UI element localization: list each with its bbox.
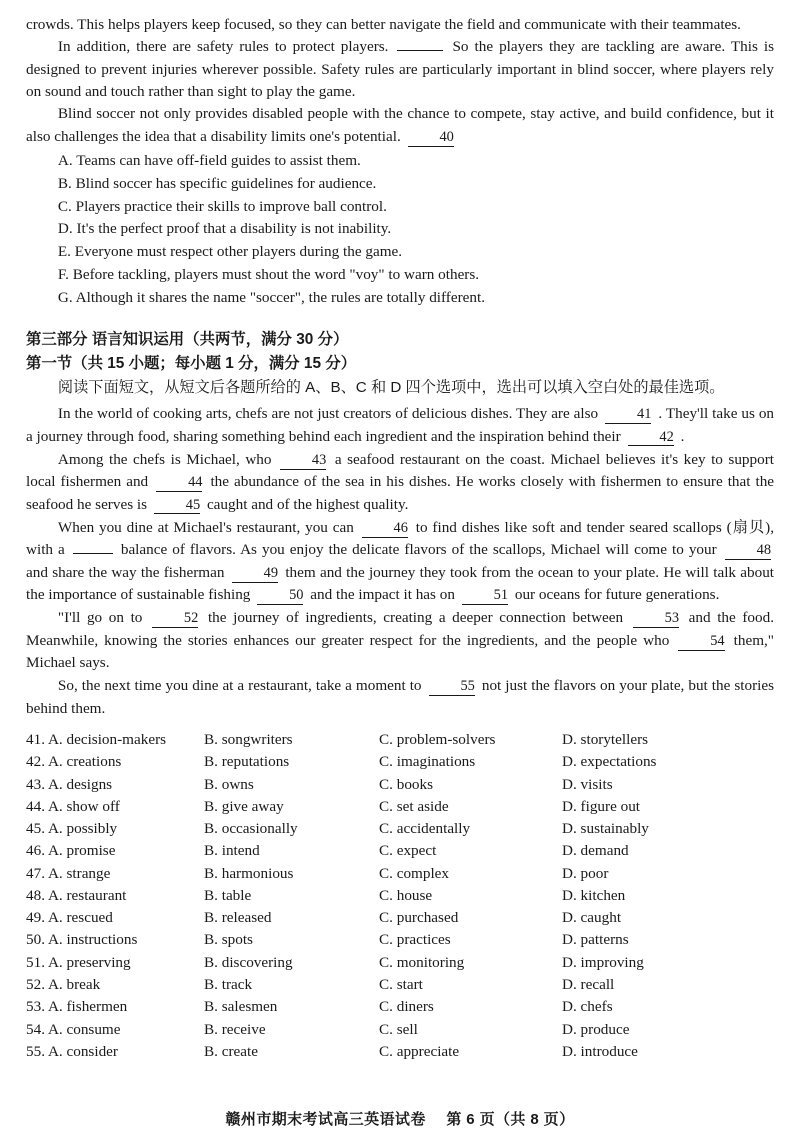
cloze-p5-a: So, the next time you dine at a restaurant, take a moment to <box>57 677 422 695</box>
option-42-d[interactable]: D. expectations <box>562 753 657 771</box>
section-three-instruction: 阅读下面短文，从短文后各题所给的 A、B、C 和 D 四个选项中，选出可以填入空白处的最佳选项。 <box>57 378 725 396</box>
reading-paragraph-2-part-b: So the players they are tackling are aware. This is designed to prevent injuries wherever possible. Safety rules are particularly important in blind soccer, where players rely on sound and touch rather than sight to play the game. <box>26 38 775 101</box>
option-52-d[interactable]: D. recall <box>562 976 615 993</box>
option-48-d[interactable]: D. kitchen <box>562 886 626 904</box>
reading-option-c[interactable]: C. Players practice their skills to improve ball control. <box>57 197 387 215</box>
cloze-p3-e: them and the journey they took from the ocean to your plate. He will talk about the importance of sustainable fishing <box>26 563 775 604</box>
option-50-d[interactable]: D. patterns <box>562 931 629 949</box>
reading-paragraph-3 <box>26 103 774 148</box>
option-55-c[interactable]: C. appreciate <box>379 1042 460 1060</box>
answer-blank-39[interactable] <box>397 50 443 51</box>
cloze-p4-c: and the food. Meanwhile, knowing the stories enhances our greater respect for the ingredients, and the people who <box>26 609 775 649</box>
answer-blank-48[interactable]: 48 <box>725 543 771 560</box>
cloze-p2-d: caught and of the highest quality. <box>206 495 409 513</box>
option-54-c[interactable]: C. sell <box>379 1020 418 1038</box>
option-47-d[interactable]: D. poor <box>562 864 609 882</box>
option-44-a[interactable]: 44. A. show off <box>26 797 120 815</box>
cloze-paragraph-2 <box>26 449 774 516</box>
reading-option-g[interactable]: G. Although it shares the name "soccer", the rules are totally different. <box>57 288 486 306</box>
answer-blank-46[interactable]: 46 <box>362 521 408 538</box>
option-51-c[interactable]: C. monitoring <box>379 953 465 971</box>
option-41-b[interactable]: B. songwriters <box>204 731 293 749</box>
cloze-paragraph-4 <box>26 607 774 674</box>
option-43-b[interactable]: B. owns <box>204 775 254 793</box>
option-53-d[interactable]: D. chefs <box>562 998 613 1016</box>
option-53-c[interactable]: C. diners <box>379 998 434 1016</box>
option-42-c[interactable]: C. imaginations <box>379 753 476 771</box>
option-55-a[interactable]: 55. A. consider <box>26 1042 118 1060</box>
cloze-paragraph-5 <box>26 675 774 720</box>
answer-blank-55[interactable]: 55 <box>429 679 475 696</box>
cloze-paragraph-3 <box>26 517 774 606</box>
option-45-c[interactable]: C. accidentally <box>379 820 471 838</box>
reading-paragraph-2-part-a: In addition, there are safety rules to protect players. <box>57 38 389 56</box>
option-54-a[interactable]: 54. A. consume <box>26 1020 121 1038</box>
option-45-d[interactable]: D. sustainably <box>562 820 649 838</box>
cloze-p3-f: and the impact it has on <box>310 586 455 604</box>
page-footer <box>0 1108 800 1129</box>
reading-paragraph-1: crowds. This helps players keep focused, so they can better navigate the field and communicate with their teammates. <box>26 16 741 33</box>
cloze-p2-a: Among the chefs is Michael, who <box>57 450 272 468</box>
option-41-a[interactable]: 41. A. decision-makers <box>26 731 167 749</box>
option-55-b[interactable]: B. create <box>204 1042 258 1060</box>
answer-blank-41[interactable]: 41 <box>605 407 651 424</box>
answer-blank-40[interactable]: 40 <box>408 130 454 147</box>
option-49-c[interactable]: C. purchased <box>379 909 459 927</box>
answer-blank-49[interactable]: 49 <box>232 566 278 583</box>
footer-page-number: 第 6 页（共 8 页） <box>446 1111 575 1128</box>
cloze-p1-c: . They'll take us on a journey through food, sharing something behind each ingredient and the inspiration behind their <box>26 405 775 445</box>
option-46-a[interactable]: 46. A. promise <box>26 842 116 860</box>
option-46-c[interactable]: C. expect <box>379 842 437 860</box>
option-44-b[interactable]: B. give away <box>204 797 284 815</box>
cloze-p3-b: to find dishes like soft and tender seared scallops (扇贝), with a <box>26 518 775 559</box>
answer-blank-42[interactable]: 42 <box>628 430 674 447</box>
cloze-p3-d: and share the way the fisherman <box>26 563 225 581</box>
option-46-d[interactable]: D. demand <box>562 842 629 860</box>
option-42-b[interactable]: B. reputations <box>204 753 290 771</box>
answer-blank-47[interactable] <box>73 553 113 554</box>
cloze-p2-c: the abundance of the sea in his dishes. He works closely with fishermen to ensure that the seafood he serves is <box>26 473 775 513</box>
cloze-passage <box>26 403 774 720</box>
cloze-p2-b: a seafood restaurant on the coast. Michael believes it's key to support local fishermen and <box>26 450 774 491</box>
option-43-c[interactable]: C. books <box>379 775 434 793</box>
reading-paragraph-2 <box>26 36 774 103</box>
answer-blank-44[interactable]: 44 <box>156 475 202 492</box>
option-41-d[interactable]: D. storytellers <box>562 731 649 749</box>
option-54-b[interactable]: B. receive <box>204 1020 266 1038</box>
option-43-a[interactable]: 43. A. designs <box>26 775 113 793</box>
answer-blank-43[interactable]: 43 <box>280 453 326 470</box>
reading-option-a[interactable]: A. Teams can have off-field guides to assist them. <box>57 152 361 170</box>
cloze-paragraph-1 <box>26 403 774 448</box>
option-53-b[interactable]: B. salesmen <box>204 998 278 1016</box>
option-52-b[interactable]: B. track <box>204 976 253 993</box>
cloze-p1-a: In the world of cooking arts, chefs are not just creators of delicious dishes. They are also <box>57 405 599 423</box>
reading-option-d[interactable]: D. It's the perfect proof that a disability is not inability. <box>57 220 392 238</box>
option-53-a[interactable]: 53. A. fishermen <box>26 998 128 1016</box>
reading-options-list <box>26 150 774 310</box>
option-55-d[interactable]: D. introduce <box>562 1042 638 1060</box>
cloze-p4-b: the journey of ingredients, creating a deeper connection between <box>207 609 624 627</box>
reading-paragraph-3-part-a: Blind soccer not only provides disabled people with the chance to compete, stay active, and build confidence, but it also challenges the idea that a disability limits one's potential. <box>26 105 774 145</box>
option-45-b[interactable]: B. occasionally <box>204 820 298 838</box>
option-41-c[interactable]: C. problem-solvers <box>379 731 496 749</box>
reading-option-e[interactable]: E. Everyone must respect other players during the game. <box>57 243 403 261</box>
option-49-a[interactable]: 49. A. rescued <box>26 909 113 927</box>
cloze-p3-a: When you dine at Michael's restaurant, you can <box>57 518 354 536</box>
section-three-subheading: 第一节（共 15 小题；每小题 1 分，满分 15 分） <box>26 355 357 373</box>
section-three-heading: 第三部分 语言知识运用（共两节，满分 30 分） <box>26 330 349 348</box>
option-48-b[interactable]: B. table <box>204 886 252 904</box>
option-43-d[interactable]: D. visits <box>562 775 613 793</box>
footer-exam-title: 赣州市期末考试高三英语试卷 <box>225 1111 426 1128</box>
cloze-p1-d: . <box>680 427 685 445</box>
option-47-a[interactable]: 47. A. strange <box>26 864 111 882</box>
cloze-p4-a: "I'll go on to <box>57 609 143 627</box>
section-three <box>26 328 774 400</box>
cloze-p4-d: them," Michael says. <box>26 631 775 672</box>
answer-blank-54[interactable]: 54 <box>678 634 724 651</box>
option-46-b[interactable]: B. intend <box>204 842 260 860</box>
option-49-b[interactable]: B. released <box>204 909 272 927</box>
option-51-b[interactable]: B. discovering <box>204 953 293 971</box>
option-51-a[interactable]: 51. A. preserving <box>26 953 131 971</box>
option-49-d[interactable]: D. caught <box>562 909 622 927</box>
option-51-d[interactable]: D. improving <box>562 953 644 971</box>
cloze-answer-options-grid <box>26 729 774 1063</box>
answer-blank-45[interactable]: 45 <box>154 498 200 515</box>
option-48-c[interactable]: C. house <box>379 886 433 904</box>
option-50-a[interactable]: 50. A. instructions <box>26 931 138 949</box>
option-52-a[interactable]: 52. A. break <box>26 976 101 993</box>
option-47-c[interactable]: C. complex <box>379 864 450 882</box>
option-50-c[interactable]: C. practices <box>379 931 451 949</box>
option-54-d[interactable]: D. produce <box>562 1020 630 1038</box>
answer-blank-51[interactable]: 51 <box>462 588 508 605</box>
cloze-p3-g: our oceans for future generations. <box>514 586 720 604</box>
option-47-b[interactable]: B. harmonious <box>204 864 294 882</box>
cloze-p3-c: balance of flavors. As you enjoy the delicate flavors of the scallops, Michael will come to your <box>120 541 717 559</box>
option-42-a[interactable]: 42. A. creations <box>26 753 122 771</box>
option-44-c[interactable]: C. set aside <box>379 797 449 815</box>
option-45-a[interactable]: 45. A. possibly <box>26 820 118 838</box>
option-50-b[interactable]: B. spots <box>204 931 253 949</box>
option-48-a[interactable]: 48. A. restaurant <box>26 886 127 904</box>
cloze-p5-b: not just the flavors on your plate, but the stories behind them. <box>26 677 775 717</box>
answer-blank-53[interactable]: 53 <box>633 611 679 628</box>
answer-blank-50[interactable]: 50 <box>257 588 303 605</box>
reading-option-f[interactable]: F. Before tackling, players must shout the word "voy" to warn others. <box>57 266 480 284</box>
option-52-c[interactable]: C. start <box>379 976 423 993</box>
answer-blank-52[interactable]: 52 <box>152 611 198 628</box>
option-44-d[interactable]: D. figure out <box>562 797 641 815</box>
reading-option-b[interactable]: B. Blind soccer has specific guidelines for audience. <box>57 174 377 192</box>
